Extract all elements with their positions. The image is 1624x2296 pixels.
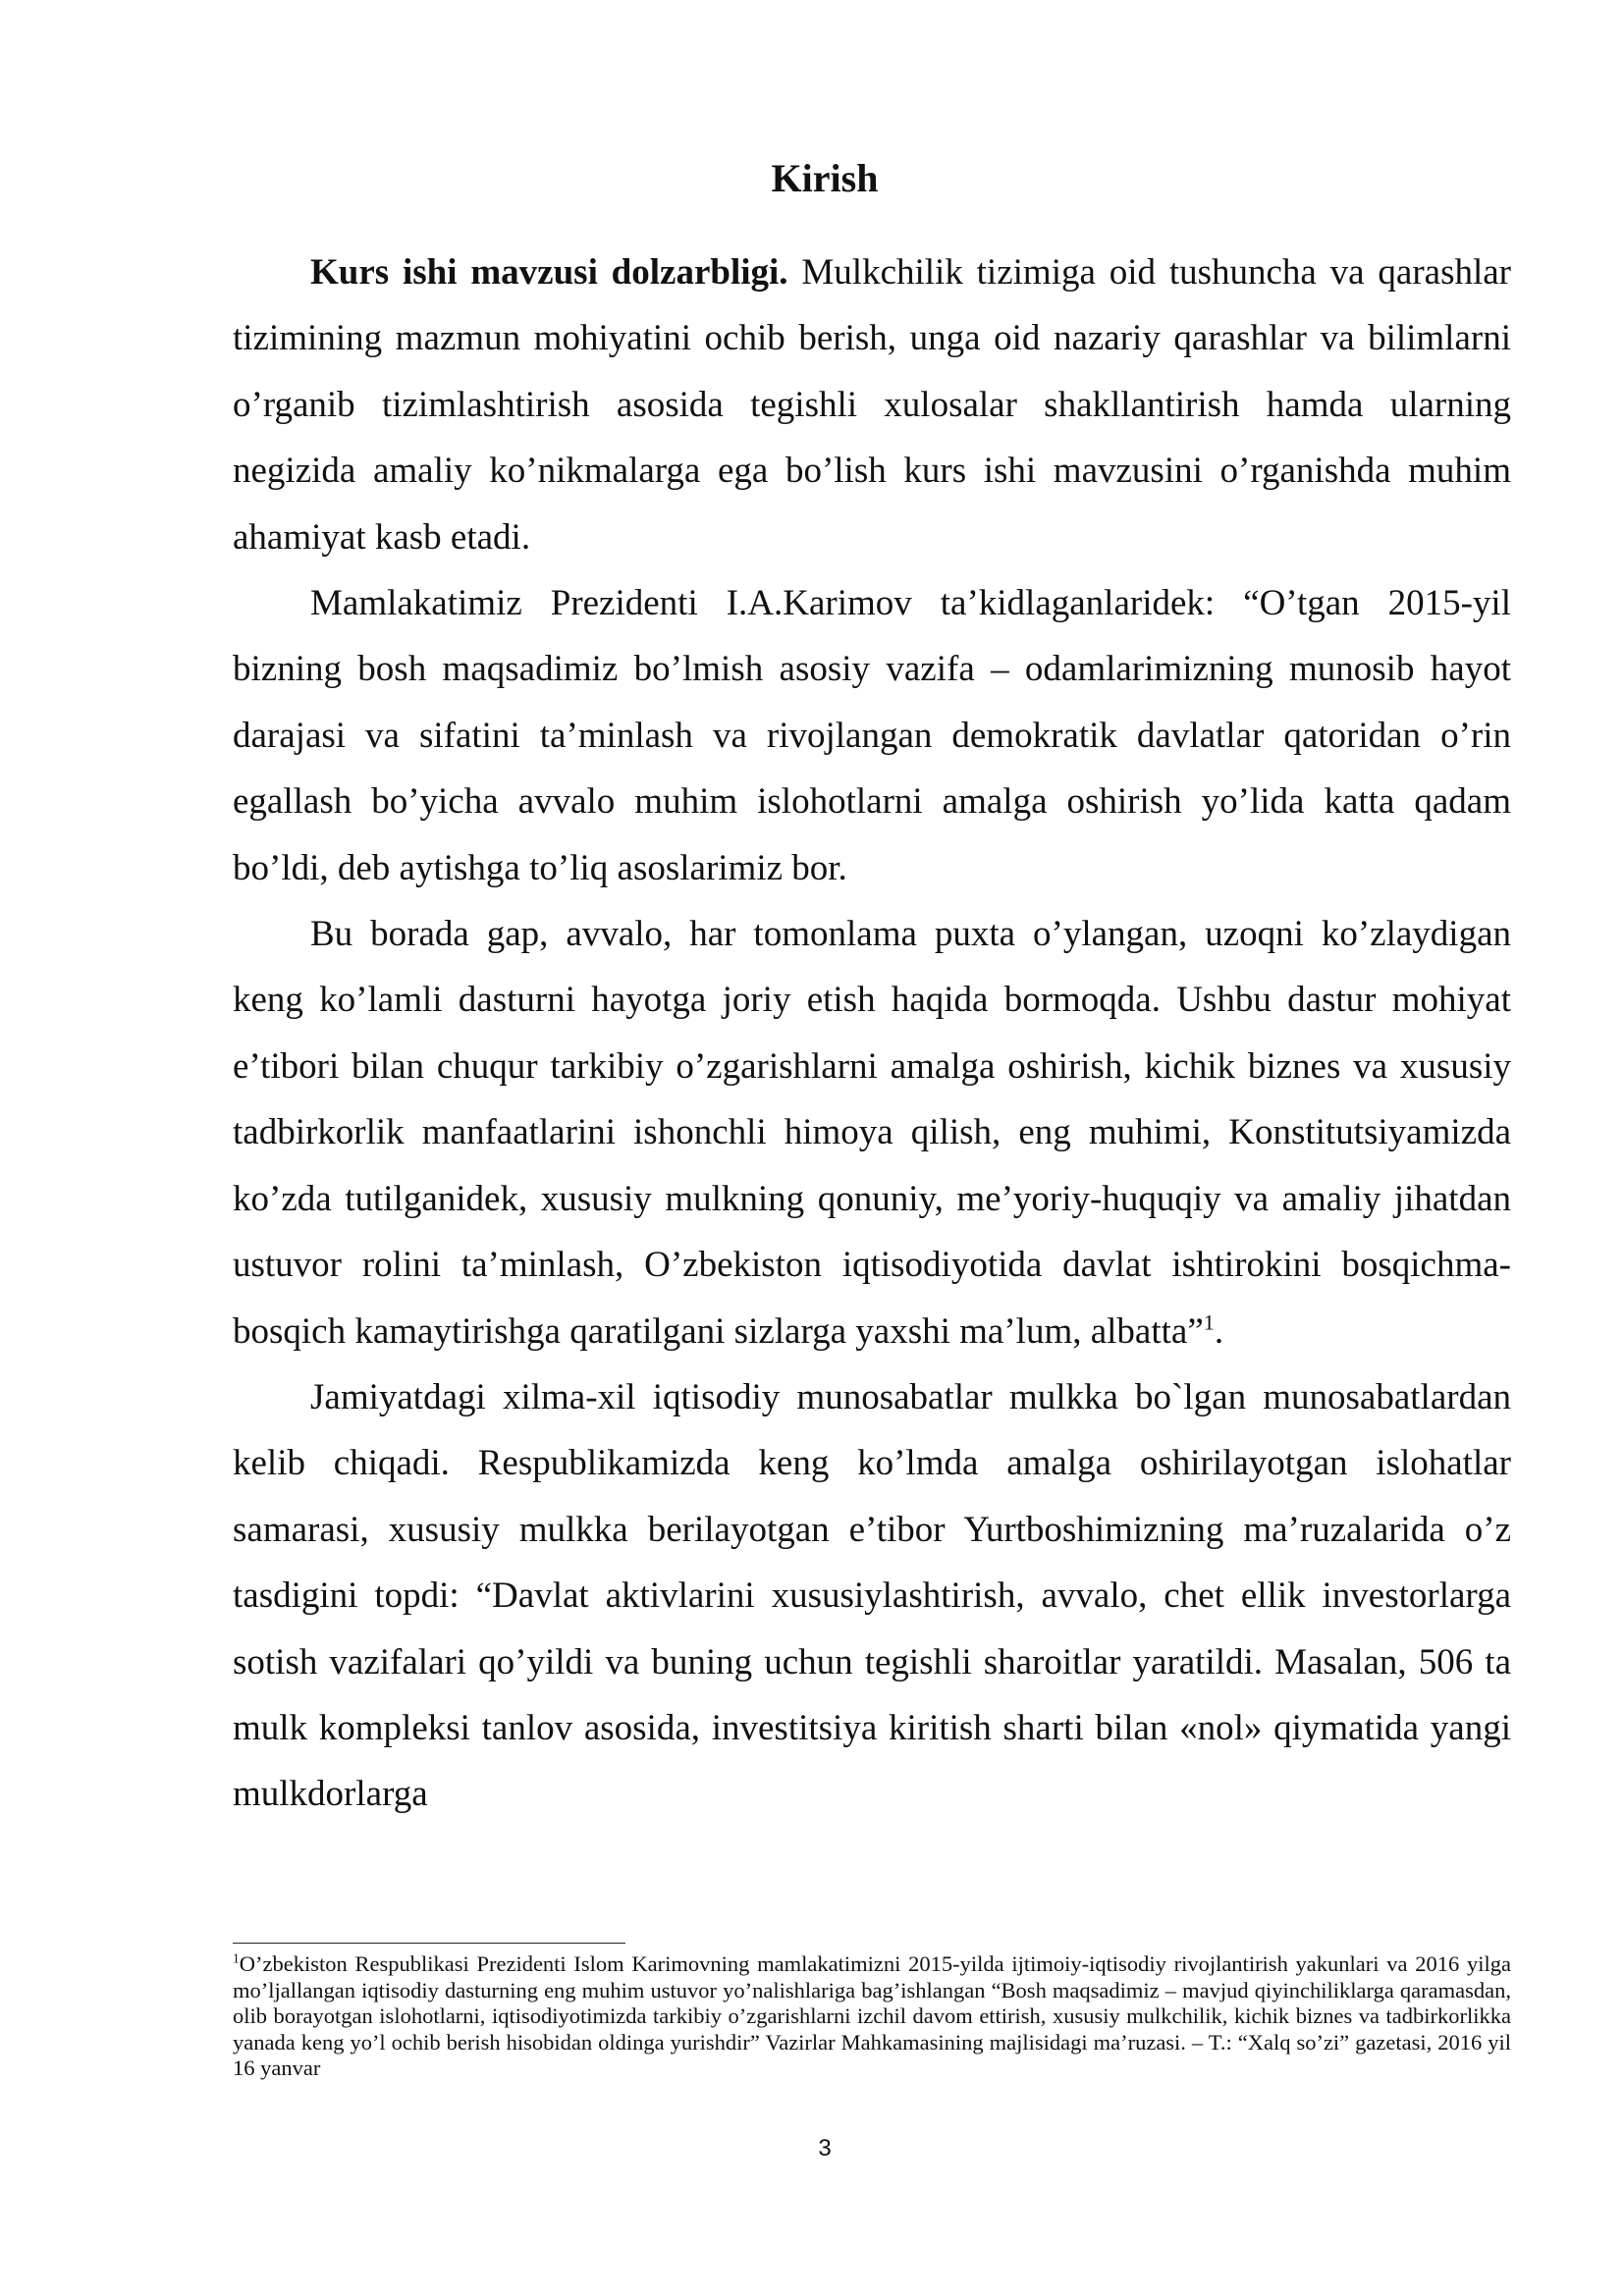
page-number: 3: [818, 2135, 832, 2162]
page-title: Kirish: [771, 156, 879, 200]
paragraph-3: [233, 901, 1511, 1364]
paragraph-3-end: .: [1214, 1310, 1224, 1352]
footnote-text: O’zbekiston Respublikasi Prezidenti Islom Karimovning mamlakatimizni 2015-yilda ijtimoiy-iqtisodiy rivojlantirish yakunlari va 2016 yilga mo’ljallangan iqtisodiy dasturning eng muhim ustuvor yo’nalishlariga bag’ishlangan “Bosh maqsadimiz – mavjud qiyinchiliklarga qaramasdan, olib borayotgan islohotlarni, iqtisodiyotimizda tarkibiy o’zgarishlarni izchil davom ettirish, xususiy mulkchilik, kichik biznes va tadbirkorlikka yanada keng yo’l ochib berish hisobidan oldinga yurishdir” Vazirlar Mahkamasining majlisidagi ma’ruzasi. – T.: “Xalq so’zi” gazetasi, 2016 yil 16 yanvar: [233, 1951, 1511, 2080]
paragraph-2: [233, 570, 1511, 901]
footnote-marker: 1: [233, 1950, 240, 1966]
paragraph-1: [233, 240, 1511, 570]
footnote: [233, 1951, 1511, 2082]
footnote-separator: [233, 1943, 625, 1944]
footnote-reference[interactable]: 1: [1203, 1309, 1215, 1335]
paragraph-2-text: Mamlakatimiz Prezidenti I.A.Karimov ta’kidlaganlaridek: “O’tgan 2015-yil bizning bosh maqsadimiz bo’lmish asosiy vazifa – odamlarimizning munosib hayot darajasi va sifatini ta’minlash va rivojlangan demokratik davlatlar qatoridan o’rin egallash bo’yicha avvalo muhim islohotlarni amalga oshirish yo’lida katta qadam bo’ldi, deb aytishga to’liq asoslarimiz bor.: [233, 583, 1511, 888]
paragraph-lead-heading: Kurs ishi mavzusi dolzarbligi.: [310, 252, 788, 293]
body-text: [233, 240, 1511, 1828]
paragraph-3-text: Bu borada gap, avvalo, har tomonlama puxta o’ylangan, uzoqni ko’zlaydigan keng ko’lamli dasturni hayotga joriy etish haqida bormoqda. Ushbu dastur mohiyat e’tibori bilan chuqur tarkibiy o’zgarishlarni amalga oshirish, kichik biznes va xususiy tadbirkorlik manfaatlarini ishonchli himoya qilish, eng muhimi, Konstitutsiyamizda ko’zda tutilganidek, xususiy mulkning qonuniy, me’yoriy-huquqiy va amaliy jihatdan ustuvor rolini ta’minlash, O’zbekiston iqtisodiyotida davlat ishtirokini bosqichma-bosqich kamaytirishga qaratilgani sizlarga yaxshi ma’lum, albatta”: [233, 914, 1511, 1352]
paragraph-1-text: Mulkchilik tizimiga oid tushuncha va qarashlar tizimining mazmun mohiyatini ochib berish, unga oid nazariy qarashlar va bilimlarni o’rganib tizimlashtirish asosida tegishli xulosalar shakllantirish hamda ularning negizida amaliy ko’nikmalarga ega bo’lish kurs ishi mavzusini o’rganishda muhim ahamiyat kasb etadi.: [233, 252, 1511, 558]
paragraph-4-text: Jamiyatdagi xilma-xil iqtisodiy munosabatlar mulkka bo`lgan munosabatlardan kelib chiqadi. Respublikamizda keng ko’lmda amalga oshirilayotgan islohatlar samarasi, xususiy mulkka berilayotgan e’tibor Yurtboshimizning ma’ruzalarida o’z tasdigini topdi: “Davlat aktivlarini xususiylashtirish, avvalo, chet ellik investorlarga sotish vazifalari qo’yildi va buning uchun tegishli sharoitlar yaratildi. Masalan, 506 ta mulk kompleksi tanlov asosida, investitsiya kiritish sharti bilan «nol» qiymatida yangi mulkdorlarga: [233, 1376, 1511, 1815]
paragraph-4: [233, 1364, 1511, 1828]
